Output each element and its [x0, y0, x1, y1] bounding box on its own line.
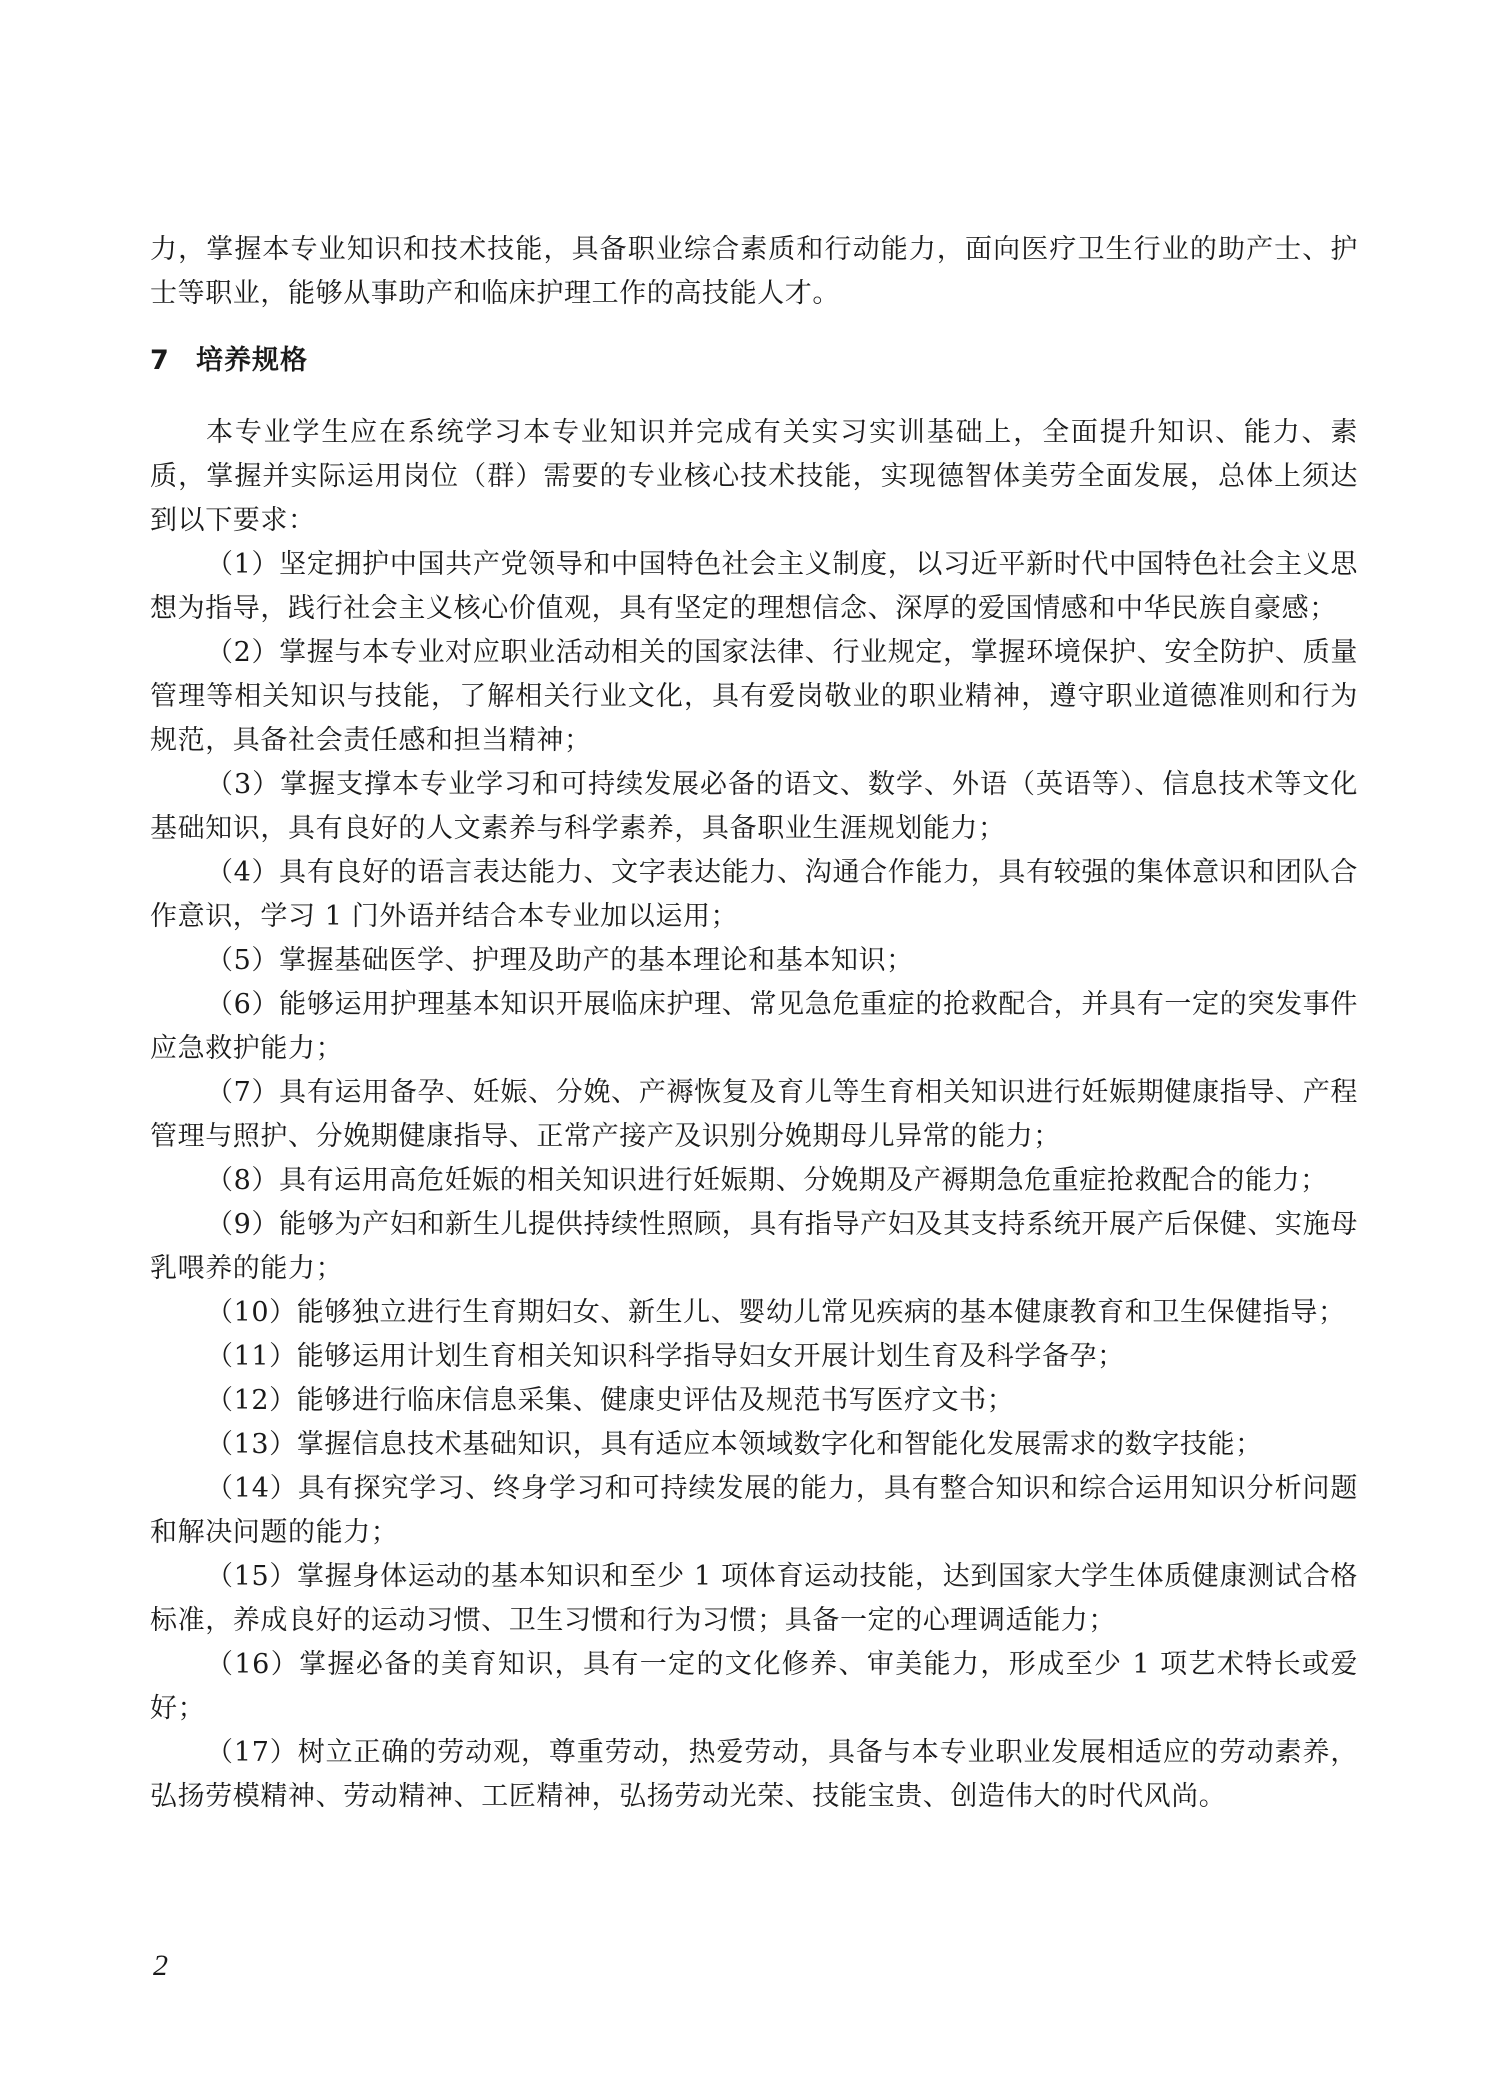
requirement-item: （6）能够运用护理基本知识开展临床护理、常见急危重症的抢救配合，并具有一定的突发事件应急救护能力； — [150, 989, 1358, 1064]
requirement-item: （14）具有探究学习、终身学习和可持续发展的能力，具有整合知识和综合运用知识分析问题和解决问题的能力； — [150, 1473, 1358, 1548]
requirement-item: （2）掌握与本专业对应职业活动相关的国家法律、行业规定，掌握环境保护、安全防护、质量管理等相关知识与技能，了解相关行业文化，具有爱岗敬业的职业精神，遵守职业道德准则和行为规范，具备社会责任感和担当精神； — [150, 637, 1358, 756]
section-title: 培养规格 — [196, 345, 308, 376]
requirement-item: （13）掌握信息技术基础知识，具有适应本领域数字化和智能化发展需求的数字技能； — [206, 1429, 1263, 1460]
requirement-item: （4）具有良好的语言表达能力、文字表达能力、沟通合作能力，具有较强的集体意识和团队合作意识，学习 1 门外语并结合本专业加以运用； — [150, 857, 1358, 932]
section-number: 7 — [150, 345, 170, 376]
section-heading — [150, 339, 1358, 383]
page-number: 2 — [153, 1949, 168, 1982]
requirement-item: （8）具有运用高危妊娠的相关知识进行妊娠期、分娩期及产褥期急危重症抢救配合的能力； — [206, 1165, 1328, 1196]
requirement-item: （15）掌握身体运动的基本知识和至少 1 项体育运动技能，达到国家大学生体质健康测试合格标准，养成良好的运动习惯、卫生习惯和行为习惯；具备一定的心理调适能力； — [150, 1561, 1358, 1636]
requirement-item: （9）能够为产妇和新生儿提供持续性照顾，具有指导产妇及其支持系统开展产后保健、实施母乳喂养的能力； — [150, 1209, 1358, 1284]
continuation-paragraph: 力，掌握本专业知识和技术技能，具备职业综合素质和行动能力，面向医疗卫生行业的助产士、护士等职业，能够从事助产和临床护理工作的高技能人才。 — [150, 234, 1358, 309]
requirement-item: （10）能够独立进行生育期妇女、新生儿、婴幼儿常见疾病的基本健康教育和卫生保健指导； — [206, 1297, 1346, 1328]
requirement-item: （1）坚定拥护中国共产党领导和中国特色社会主义制度，以习近平新时代中国特色社会主义思想为指导，践行社会主义核心价值观，具有坚定的理想信念、深厚的爱国情感和中华民族自豪感； — [150, 549, 1358, 624]
page-body — [150, 228, 1358, 1819]
requirement-item: （11）能够运用计划生育相关知识科学指导妇女开展计划生育及科学备孕； — [206, 1341, 1125, 1372]
requirement-item: （5）掌握基础医学、护理及助产的基本理论和基本知识； — [206, 945, 914, 976]
intro-paragraph: 本专业学生应在系统学习本专业知识并完成有关实习实训基础上，全面提升知识、能力、素质，掌握并实际运用岗位（群）需要的专业核心技术技能，实现德智体美劳全面发展，总体上须达到以下要求： — [150, 417, 1358, 536]
requirement-item: （12）能够进行临床信息采集、健康史评估及规范书写医疗文书； — [206, 1385, 1015, 1416]
requirement-item: （3）掌握支撑本专业学习和可持续发展必备的语文、数学、外语（英语等）、信息技术等文化基础知识，具有良好的人文素养与科学素养，具备职业生涯规划能力； — [150, 769, 1358, 844]
requirement-item: （17）树立正确的劳动观，尊重劳动，热爱劳动，具备与本专业职业发展相适应的劳动素养，弘扬劳模精神、劳动精神、工匠精神，弘扬劳动光荣、技能宝贵、创造伟大的时代风尚。 — [150, 1737, 1358, 1812]
requirement-item: （16）掌握必备的美育知识，具有一定的文化修养、审美能力，形成至少 1 项艺术特长或爱好； — [150, 1649, 1358, 1724]
requirement-item: （7）具有运用备孕、妊娠、分娩、产褥恢复及育儿等生育相关知识进行妊娠期健康指导、产程管理与照护、分娩期健康指导、正常产接产及识别分娩期母儿异常的能力； — [150, 1077, 1358, 1152]
